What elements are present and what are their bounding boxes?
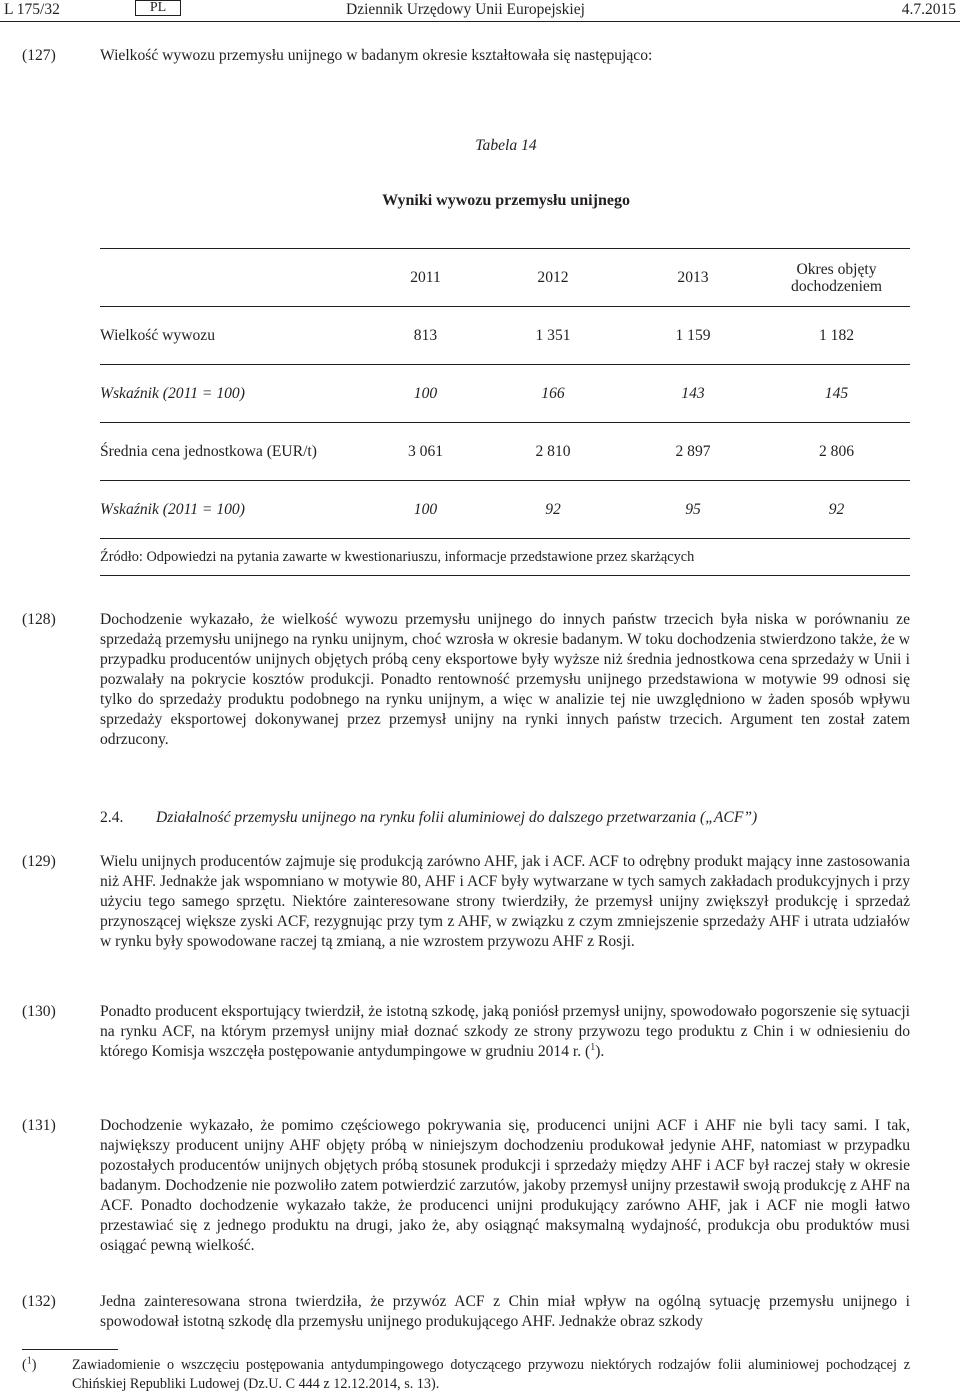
recital-number: (131) <box>22 1117 56 1134</box>
table-cell: 2 806 <box>763 423 910 481</box>
footnote <box>22 1356 910 1394</box>
table-header-cell: 2013 <box>623 249 763 307</box>
recital-number: (128) <box>22 611 56 628</box>
table-cell: 92 <box>763 481 910 539</box>
recital-text <box>100 1002 910 1062</box>
export-results-table <box>100 248 910 576</box>
table-cell: 95 <box>623 481 763 539</box>
table-cell: 2 897 <box>623 423 763 481</box>
recital-body: Ponadto producent eksportujący twierdził, że istotną szkodę, jaką poniósł przemysł unijny, spowodowało pogorszenie się sytuacji na rynku ACF, na którym przemysł unijny miał doznać szkody ze strony przywozu tego produktu z Chin i w odniesieniu do którego Komisja wszczęła postępowanie antydumpingowe w grudniu 2014 r. ( <box>100 1003 910 1060</box>
table-row <box>100 307 910 365</box>
recital-text: Jedna zainteresowana strona twierdziła, że przywóz ACF z Chin miał wpływ na ogólną sytuację przemysłu unijnego i spowodował istotną szkodę dla przemysłu unijnego produkującego AHF. Jednakże obraz szkody <box>100 1293 910 1330</box>
table-header-cell: 2012 <box>483 249 623 307</box>
table-source-note: Źródło: Odpowiedzi na pytania zawarte w kwestionariuszu, informacje przedstawione przez skarżących <box>100 539 910 576</box>
row-label: Średnia cena jednostkowa (EUR/t) <box>100 423 368 481</box>
page-reference: L 175/32 <box>4 1 60 18</box>
recital-text: Wielkość wywozu przemysłu unijnego w badanym okresie kształtowała się następująco: <box>100 47 653 64</box>
table-cell: 100 <box>368 481 483 539</box>
table-cell: 1 182 <box>763 307 910 365</box>
recital-128 <box>22 610 910 750</box>
table-source-row <box>100 539 910 576</box>
footnote-rule <box>22 1349 118 1350</box>
publication-date: 4.7.2015 <box>901 1 956 18</box>
footnote-text: Zawiadomienie o wszczęciu postępowania antydumpingowego dotyczącego przywozu niektórych rodzajów folii aluminiowej pochodzącej z Chińskiej Republiki Ludowej (Dz.U. C 444 z 12.12.2014, s. 13). <box>72 1357 910 1392</box>
recital-130 <box>22 1002 910 1062</box>
table-header-cell: Okres objęty dochodzeniem <box>763 249 910 307</box>
section-title: Działalność przemysłu unijnego na rynku folii aluminiowej do dalszego przetwarzania („ACF”) <box>156 809 758 826</box>
table-header-cell <box>100 249 368 307</box>
table-header-row <box>100 249 910 307</box>
recital-132 <box>22 1292 910 1332</box>
table-title: Wyniki wywozu przemysłu unijnego <box>382 192 630 209</box>
table-cell: 1 351 <box>483 307 623 365</box>
recital-number: (132) <box>22 1293 56 1310</box>
row-label: Wskaźnik (2011 = 100) <box>100 365 368 423</box>
table-caption: Tabela 14 <box>475 137 537 154</box>
recital-129 <box>22 852 910 952</box>
recital-127 <box>22 46 910 66</box>
footnote-number: ($^1$) <box>22 1355 37 1373</box>
table-cell: 1 159 <box>623 307 763 365</box>
table-header-cell: 2011 <box>368 249 483 307</box>
table-cell: 145 <box>763 365 910 423</box>
recital-text: Wielu unijnych producentów zajmuje się produkcją zarówno AHF, jak i ACF. ACF to odrębny produkt mający inne zastosowania niż AHF. Jednakże jak wspomniano w motywie 80, AHF i ACF były wytwarzane w tych samych zakładach produkcyjnych i przy użyciu tego samego sprzętu. Niektóre zainteresowane strony twierdziły, że przemysł unijny zwiększył produkcję i sprzedaż przynoszącej większe zyski ACF, rezygnując przy tym z AHF, w związku z czym zmniejszenie sprzedaży AHF i utrata udziałów w rynku były spowodowane raczej tą zmianą, a nie wzrostem przywozu AHF z Rosji. <box>100 853 910 950</box>
table-cell: 100 <box>368 365 483 423</box>
language-badge: PL <box>135 0 181 16</box>
table-row <box>100 481 910 539</box>
journal-title: Dziennik Urzędowy Unii Europejskiej <box>346 1 585 18</box>
table-row <box>100 423 910 481</box>
table-cell: 3 061 <box>368 423 483 481</box>
footnote-reference[interactable]: 1 <box>590 1041 596 1053</box>
table-cell: 143 <box>623 365 763 423</box>
table-cell: 2 810 <box>483 423 623 481</box>
recital-number: (127) <box>22 47 56 64</box>
header-rule <box>0 21 960 22</box>
page-header <box>0 0 960 20</box>
row-label: Wskaźnik (2011 = 100) <box>100 481 368 539</box>
recital-text: Dochodzenie wykazało, że wielkość wywozu przemysłu unijnego do innych państw trzecich była niska w porównaniu ze sprzedażą przemysłu unijnego na rynku unijnym, choć wzrosła w okresie badanym. W toku dochodzenia stwierdzono także, że w przypadku producentów unijnych objętych próbą ceny eksportowe były wyższe niż średnia jednostkowa cena sprzedaży w Unii i pozwalały na pokrycie kosztów produkcji. Ponadto rentowność przemysłu unijnego przedstawiona w motywie 99 odnosi się tylko do sprzedaży produktu podobnego na rynku unijnym, a więc w analizie tej nie uwzględniono w żaden sposób wpływu sprzedaży eksportowej dokonywanej przez przemysł unijny na rynki innych państw trzecich. Argument ten został zatem odrzucony. <box>100 611 910 748</box>
table-cell: 166 <box>483 365 623 423</box>
table-row <box>100 365 910 423</box>
recital-number: (129) <box>22 853 56 870</box>
recital-number: (130) <box>22 1003 56 1020</box>
table-cell: 813 <box>368 307 483 365</box>
section-number: 2.4. <box>100 809 124 826</box>
table-cell: 92 <box>483 481 623 539</box>
recital-text: Dochodzenie wykazało, że pomimo częściowego pokrywania się, producenci unijni ACF i AHF nie byli tacy sami. I tak, największy producent unijny AHF objęty próbą w niniejszym dochodzeniu produkował jedynie AHF, natomiast w przypadku pozostałych producentów unijnych objętych próbą stosunek produkcji i sprzedaży między AHF i ACF był raczej stały w okresie badanym. Dochodzenie nie pozwoliło zatem potwierdzić zarzutów, jakoby przemysł unijny przestawił swoją produkcję z AHF na ACF. Ponadto dochodzenie wykazało także, że producenci unijni produkujący zarówno AHF, jak i ACF nie mogli łatwo przestawiać się z jednego produktu na drugi, jako że, aby osiągnąć maksymalną wydajność, produkcja obu produktów musi osiągać pewną wielkość. <box>100 1117 910 1254</box>
recital-131 <box>22 1116 910 1256</box>
row-label: Wielkość wywozu <box>100 307 368 365</box>
recital-tail: ). <box>595 1043 605 1060</box>
